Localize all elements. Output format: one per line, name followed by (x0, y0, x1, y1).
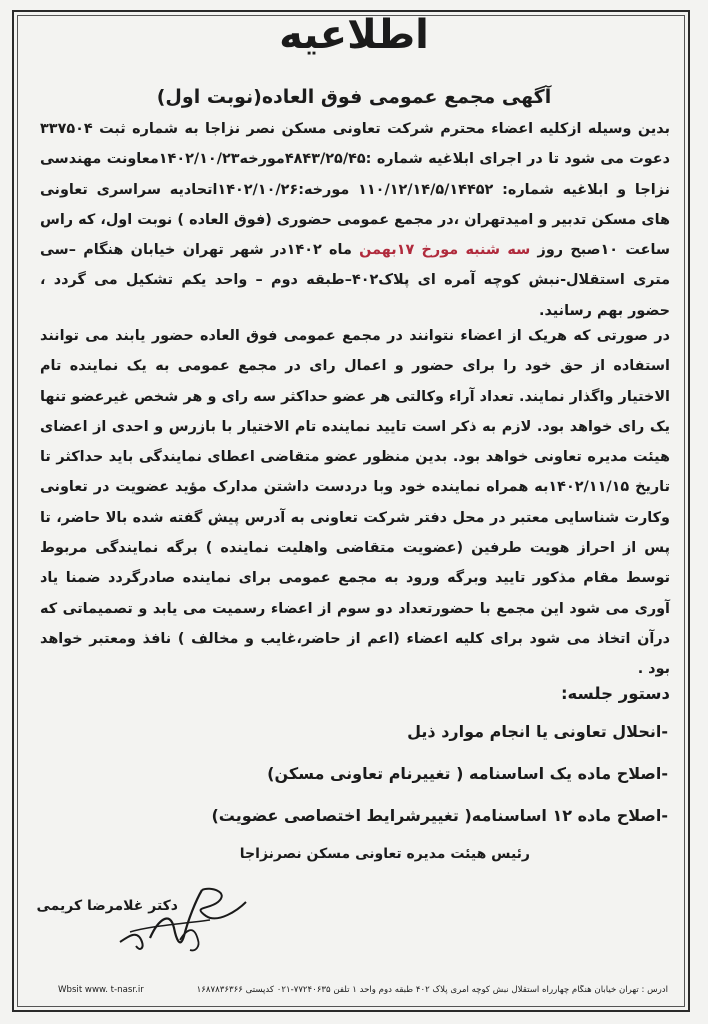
notice-title: اطلاعیه (279, 12, 429, 58)
agenda-item: -اصلاح ماده یک اساسنامه ( تغییرنام تعاونی مسکن) (267, 764, 668, 783)
footer-address: آدرس : تهران خیابان هنگام چهارراه استقلال نبش کوچه آمری پلاک ۴۰۲ طبقه دوم واحد ۱ تلفن ۷۷۲۴۰۶۳۵-۰۲۱ کدپستی ۱۶۸۷۸۳۶۳۶۶ (196, 985, 668, 995)
invitation-text-1: بدین وسیله ازکلیه اعضاء محترم شرکت تعاونی مسکن نصر نزاجا به شماره ثبت ۳۳۷۵۰۴ دعوت می شود تا در اجرای ابلاغیه شماره :۴۸۴۳/۲۵/۴۵مورخه۱۴۰۲/۱۰/۲۳معاونت مهندسی نزاجا و ابلاغیه شماره: ۱۱۰/۱۲/۱۴/۵/۱۴۴۵۲ مورخه:۱۴۰۲/۱۰/۲۶اتحادیه سراسری تعاونی های مسکن تدبیر و امیدتهران ،در مجمع عمومی حضوری (فوق العاده ) نوبت اول، که راس ساعت ۱۰صبح روز (40, 121, 671, 259)
footer-website: Wbsit www. t-nasr.ir (58, 985, 144, 995)
invitation-text-2: ماه ۱۴۰۲در شهر تهران خیابان هنگام –سی متری استقلال-نبش کوچه آمره ای پلاک۴۰۲–طبقه دوم – واحد یکم تشکیل می گردد ، حضور بهم رسانید. (40, 242, 670, 319)
handwritten-signature-icon (110, 880, 260, 960)
invitation-paragraph (40, 114, 670, 326)
agenda-title: دستور جلسه: (560, 684, 670, 703)
agenda-item: -اصلاح ماده ۱۲ اساسنامه( تغییرشرایط اختصاصی عضویت) (211, 806, 668, 825)
notice-subtitle: آگهی مجمع عمومی فوق العاده(نوبت اول) (156, 86, 552, 108)
proxy-paragraph: در صورتی که هریک از اعضاء نتوانند در مجمع عمومی فوق العاده حضور یابند می توانند استفاده از حق خود را برای حضور و اعمال رای در مجمع عمومی به یک نماینده تام الاختیار واگذار نمایند. تعداد آراء وکالتی هر عضو حداکثر سه رای و هر شخص غیرعضو تنها یک رای خواهد بود. لازم به ذکر است تایید نماینده تام الاختیار با بازرس و احدی از اعضای هیئت مدیره تعاونی خواهد بود. بدین منظور عضو متقاضی اعطای نمایندگی باید حداکثر تا تاریخ ۱۴۰۲/۱۱/۱۵به همراه نماینده خود وبا دردست داشتن مدارک مؤید عضویت در تعاونی وکارت شناسایی معتبر در محل دفتر شرکت تعاونی به آدرس پیش گفته شده بالا حاضر، تا پس از احراز هویت طرفین (عضویت متقاضی واهلیت نماینده ) برگه نمایندگی مربوط توسط مقام مذکور تایید وبرگه ورود به مجمع عمومی برای نماینده صادرگردد ضمنا یاد آوری می شود این مجمع با حضورتعداد دو سوم از اعضاء رسمیت می یابد و تصمیماتی که درآن اتخاذ می شود برای کلیه اعضاء (اعم از حاضر،غایب و مخالف ) نافذ ومعتبر خواهد بود . (40, 328, 670, 678)
signatory-role: رئیس هیئت مدیره تعاونی مسکن نصرنزاجا (239, 846, 530, 862)
meeting-date-highlight: سه شنبه مورخ ۱۷بهمن (359, 242, 531, 259)
signatory-name: دکتر غلامرضا کریمی (36, 898, 178, 914)
agenda-item: -انحلال تعاونی یا انجام موارد ذیل (407, 722, 668, 741)
